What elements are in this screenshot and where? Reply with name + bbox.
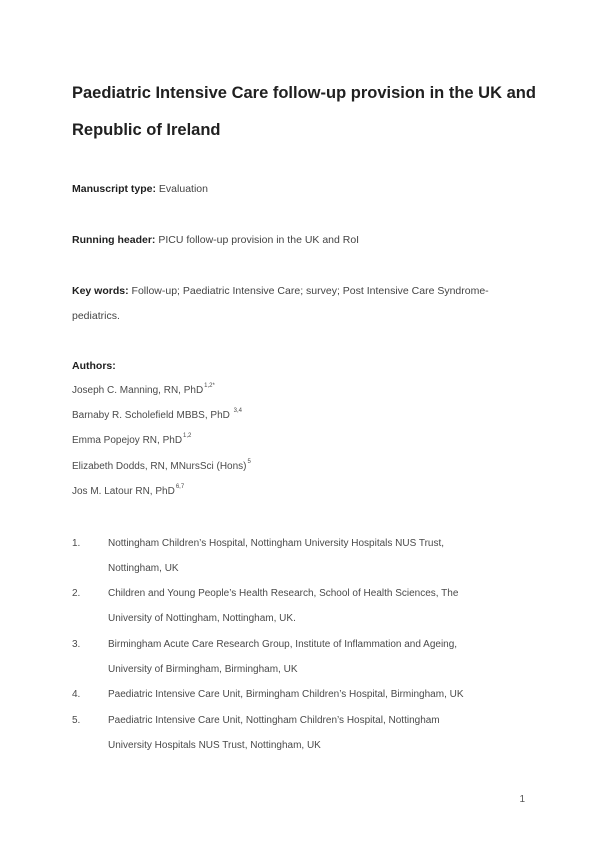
- running-header-label: Running header:: [72, 234, 156, 246]
- running-header-value: PICU follow-up provision in the UK and RoI: [155, 234, 360, 246]
- affiliation-5-line-2: University Hospitals NUS Trust, Nottingham, UK: [108, 740, 321, 751]
- author-2: [72, 410, 242, 421]
- affiliation-2-line-2: University of Nottingham, Nottingham, UK.: [108, 613, 296, 624]
- affiliation-3-line-1: Birmingham Acute Care Research Group, Institute of Inflammation and Ageing,: [108, 639, 458, 650]
- author-affiliation-marker: 6,7: [175, 484, 185, 490]
- manuscript-type-value: Evaluation: [156, 183, 208, 195]
- author-3: [72, 435, 191, 446]
- affiliation-1-number: 1.: [72, 538, 81, 549]
- page-number: 1: [519, 794, 525, 805]
- author-5: [72, 486, 184, 497]
- key-words: [72, 285, 489, 297]
- manuscript-type: [72, 183, 208, 195]
- affiliation-5-line-1: Paediatric Intensive Care Unit, Nottingham Children’s Hospital, Nottingham: [108, 715, 440, 726]
- authors-heading: Authors:: [72, 360, 116, 372]
- affiliation-4-line-1: Paediatric Intensive Care Unit, Birmingham Children’s Hospital, Birmingham, UK: [108, 689, 464, 700]
- author-name: Emma Popejoy RN, PhD: [72, 435, 183, 446]
- affiliation-2-line-1: Children and Young People’s Health Research, School of Health Sciences, The: [108, 588, 459, 599]
- affiliation-4-number: 4.: [72, 689, 81, 700]
- author-affiliation-marker: 3,4: [233, 408, 242, 414]
- affiliation-5-number: 5.: [72, 715, 81, 726]
- affiliation-1-line-1: Nottingham Children’s Hospital, Nottingham University Hospitals NUS Trust,: [108, 538, 445, 549]
- manuscript-type-label: Manuscript type:: [72, 183, 157, 195]
- author-affiliation-marker: 5: [247, 459, 251, 465]
- author-name: Joseph C. Manning, RN, PhD: [72, 385, 204, 396]
- key-words-value-line-1: Follow-up; Paediatric Intensive Care; survey; Post Intensive Care Syndrome-: [128, 285, 489, 297]
- affiliation-3-line-2: University of Birmingham, Birmingham, UK: [108, 664, 298, 675]
- key-words-continued: pediatrics.: [72, 310, 120, 322]
- author-affiliation-marker: 1,2*: [204, 383, 215, 389]
- author-1: [72, 385, 215, 396]
- affiliation-1-line-2: Nottingham, UK: [108, 563, 179, 574]
- affiliation-2-number: 2.: [72, 588, 81, 599]
- author-name: Elizabeth Dodds, RN, MNursSci (Hons): [72, 461, 247, 472]
- title-line-2: Republic of Ireland: [72, 121, 221, 139]
- key-words-label: Key words:: [72, 285, 129, 297]
- affiliation-3-number: 3.: [72, 639, 81, 650]
- running-header: [72, 234, 359, 246]
- author-affiliation-marker: 1,2: [183, 433, 192, 439]
- author-4: [72, 461, 251, 472]
- author-name: Barnaby R. Scholefield MBBS, PhD: [72, 410, 233, 421]
- title-line-1: Paediatric Intensive Care follow-up provision in the UK and: [72, 84, 536, 102]
- author-name: Jos M. Latour RN, PhD: [72, 486, 175, 497]
